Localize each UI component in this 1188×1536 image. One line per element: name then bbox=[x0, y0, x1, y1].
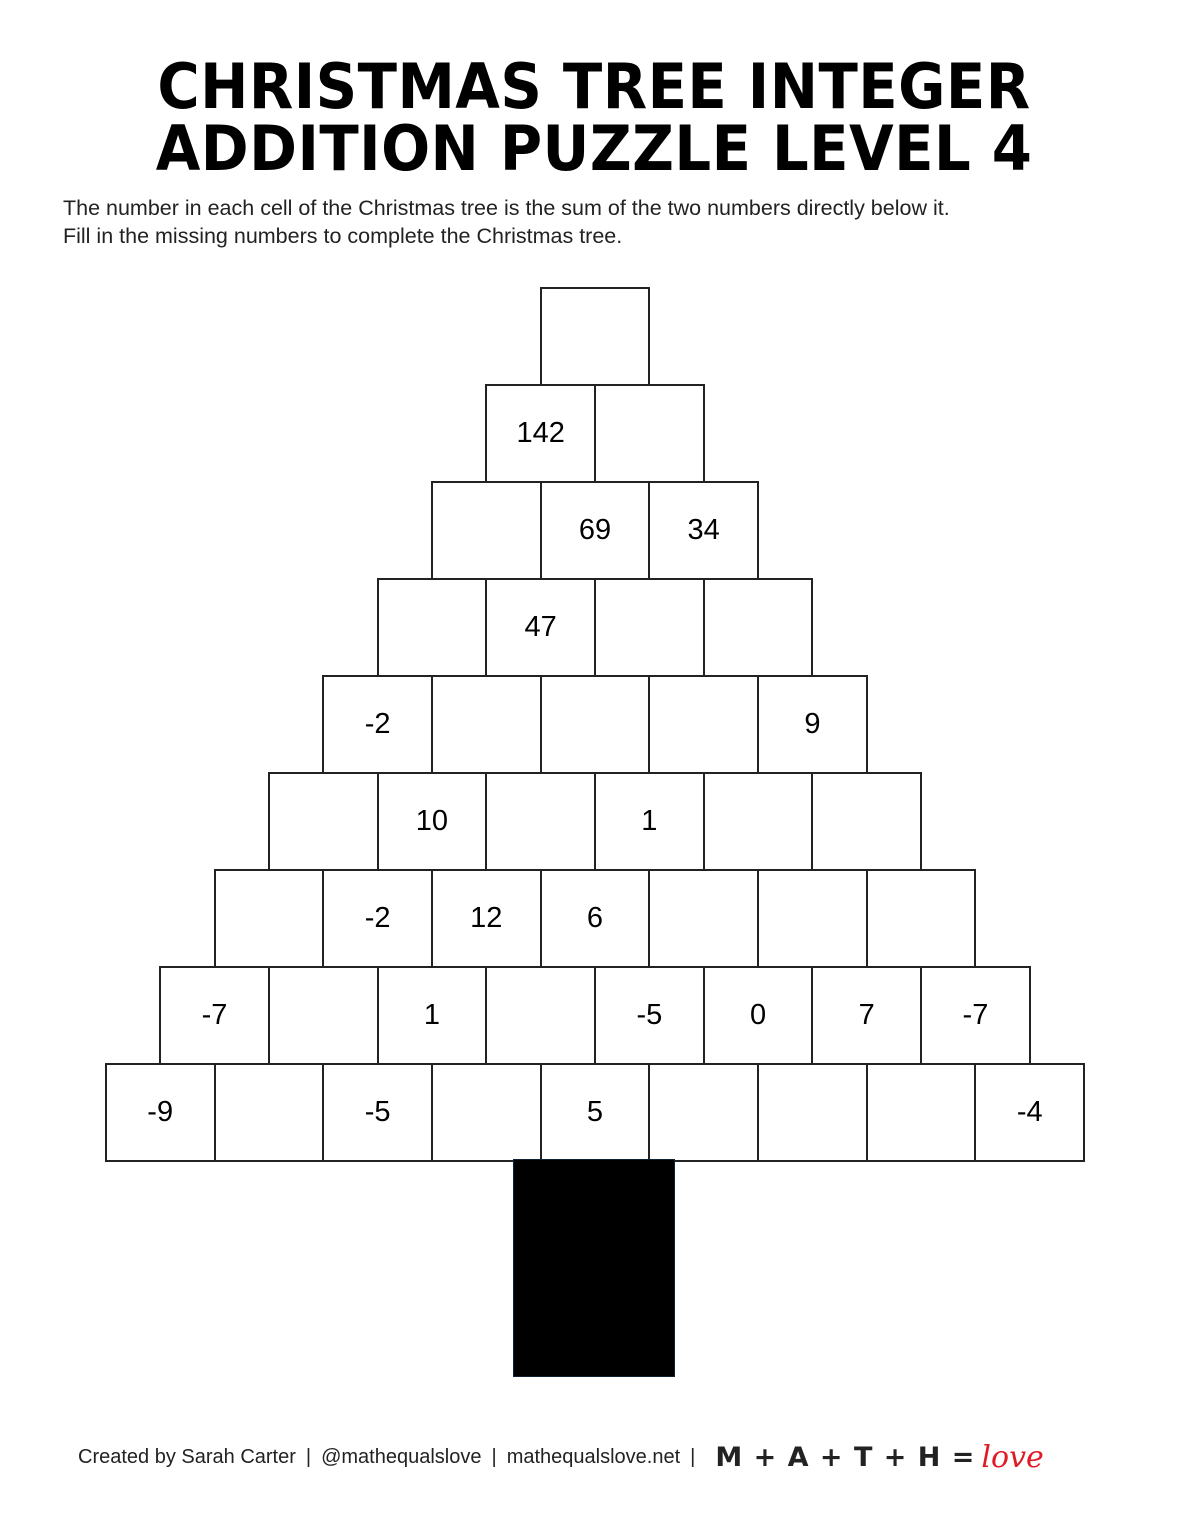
footer-site: mathequalslove.net bbox=[506, 1446, 681, 1468]
given-number-cell: -2 bbox=[322, 675, 433, 774]
empty-cell[interactable] bbox=[485, 772, 596, 871]
given-number-cell: -5 bbox=[322, 1063, 433, 1162]
brand-logo: M + A + T + H = bbox=[715, 1442, 976, 1473]
title-line-1: CHRISTMAS TREE INTEGER bbox=[157, 50, 1031, 123]
footer-credit: Created by Sarah Carter bbox=[78, 1446, 296, 1468]
empty-cell[interactable] bbox=[431, 675, 542, 774]
empty-cell[interactable] bbox=[214, 869, 325, 968]
given-number-cell: 10 bbox=[377, 772, 488, 871]
empty-cell[interactable] bbox=[431, 1063, 542, 1162]
tree-trunk bbox=[513, 1159, 675, 1377]
instructions bbox=[63, 194, 950, 250]
title-line-2: ADDITION PUZZLE LEVEL 4 bbox=[155, 112, 1033, 185]
empty-cell[interactable] bbox=[540, 675, 651, 774]
empty-cell[interactable] bbox=[594, 578, 705, 677]
empty-cell[interactable] bbox=[485, 966, 596, 1065]
given-number-cell: 47 bbox=[485, 578, 596, 677]
given-number-cell: -9 bbox=[105, 1063, 216, 1162]
given-number-cell: 1 bbox=[594, 772, 705, 871]
given-number-cell: -2 bbox=[322, 869, 433, 968]
given-number-cell: 9 bbox=[757, 675, 868, 774]
empty-cell[interactable] bbox=[648, 869, 759, 968]
empty-cell[interactable] bbox=[377, 578, 488, 677]
empty-cell[interactable] bbox=[594, 384, 705, 483]
footer bbox=[78, 1440, 1044, 1475]
given-number-cell: 6 bbox=[540, 869, 651, 968]
given-number-cell: 142 bbox=[485, 384, 596, 483]
empty-cell[interactable] bbox=[811, 772, 922, 871]
given-number-cell: 0 bbox=[703, 966, 814, 1065]
given-number-cell: 12 bbox=[431, 869, 542, 968]
empty-cell[interactable] bbox=[268, 772, 379, 871]
footer-handle: @mathequalslove bbox=[321, 1446, 482, 1468]
given-number-cell: -4 bbox=[974, 1063, 1085, 1162]
empty-cell[interactable] bbox=[268, 966, 379, 1065]
instructions-line-1: The number in each cell of the Christmas tree is the sum of the two numbers directly below it. bbox=[63, 196, 950, 220]
given-number-cell: -7 bbox=[159, 966, 270, 1065]
empty-cell[interactable] bbox=[866, 869, 977, 968]
empty-cell[interactable] bbox=[431, 481, 542, 580]
empty-cell[interactable] bbox=[703, 578, 814, 677]
empty-cell[interactable] bbox=[540, 287, 651, 386]
given-number-cell: 69 bbox=[540, 481, 651, 580]
footer-separator: | bbox=[491, 1446, 497, 1468]
instructions-line-2: Fill in the missing numbers to complete the Christmas tree. bbox=[63, 224, 623, 248]
empty-cell[interactable] bbox=[866, 1063, 977, 1162]
empty-cell[interactable] bbox=[648, 1063, 759, 1162]
given-number-cell: -5 bbox=[594, 966, 705, 1065]
empty-cell[interactable] bbox=[757, 1063, 868, 1162]
page-title bbox=[42, 50, 1147, 185]
given-number-cell: 7 bbox=[811, 966, 922, 1065]
footer-separator: | bbox=[690, 1446, 696, 1468]
footer-separator: | bbox=[305, 1446, 312, 1468]
empty-cell[interactable] bbox=[757, 869, 868, 968]
given-number-cell: 5 bbox=[540, 1063, 651, 1162]
empty-cell[interactable] bbox=[703, 772, 814, 871]
given-number-cell: 34 bbox=[648, 481, 759, 580]
given-number-cell: 1 bbox=[377, 966, 488, 1065]
brand-logo-love: love bbox=[981, 1440, 1044, 1475]
empty-cell[interactable] bbox=[648, 675, 759, 774]
empty-cell[interactable] bbox=[214, 1063, 325, 1162]
given-number-cell: -7 bbox=[920, 966, 1031, 1065]
